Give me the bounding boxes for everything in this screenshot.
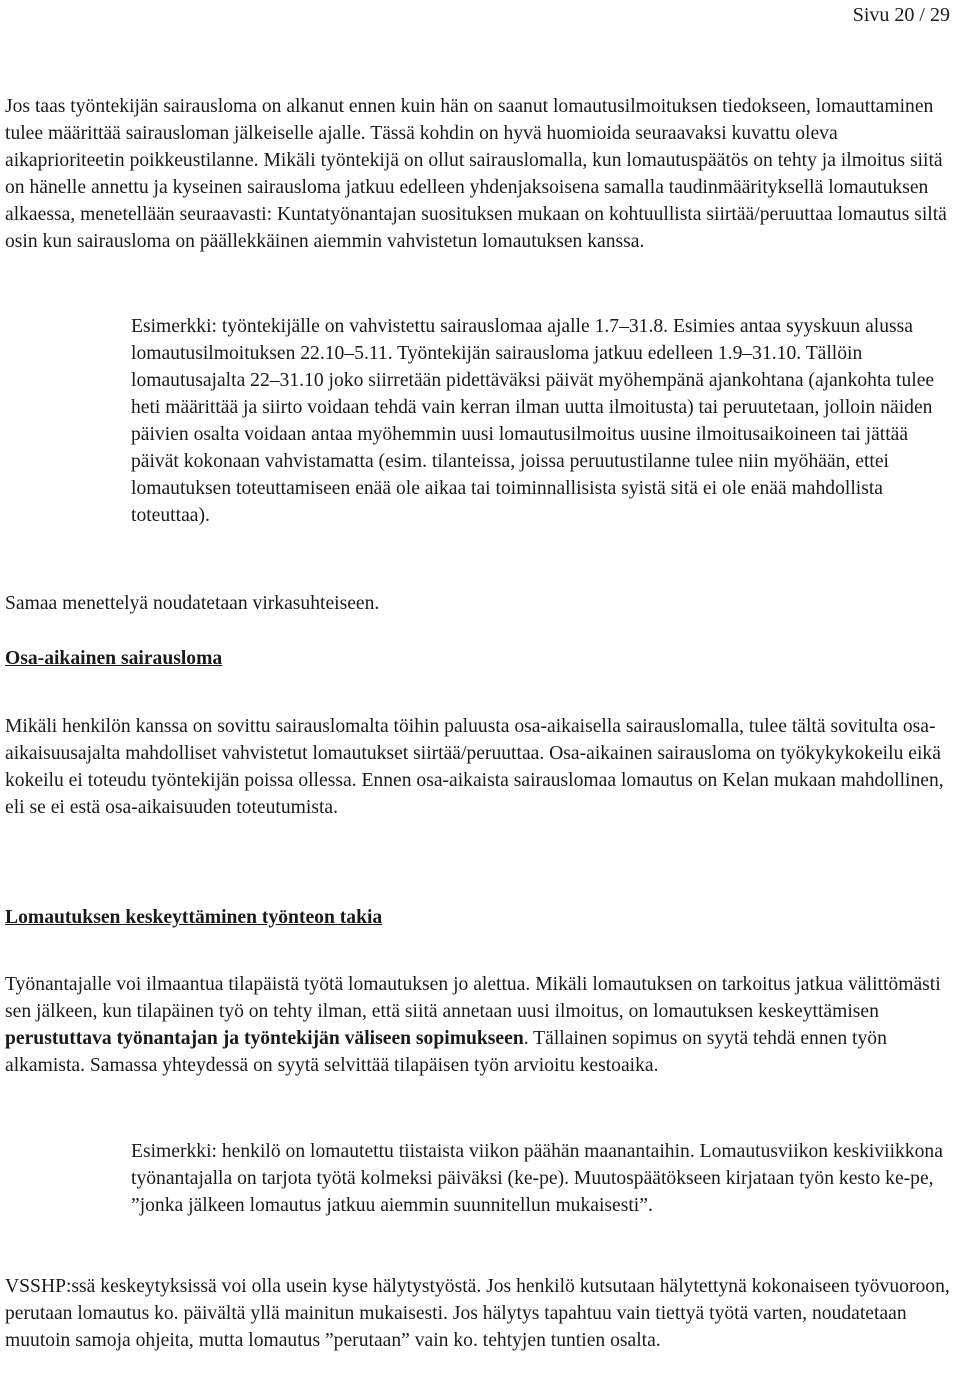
paragraph-layoff-interruption xyxy=(5,971,960,1079)
paragraph-public-service: Samaa menettelyä noudatetaan virkasuhteiseen. xyxy=(5,593,380,614)
paragraph-part-time-sick-leave: Mikäli henkilön kanssa on sovittu sairauslomalta töihin paluusta osa-aikaisella sairauslomalla, tulee tältä sovitulta osa-aikaisuusajalta mahdolliset vahvistetut lomautukset siirtää/peruuttaa. Osa-aikainen sairausloma on työkykykokeilu eikä kokeilu ei toteudu työntekijän poissa ollessa. Ennen osa-aikaista sairauslomaa lomautus on Kelan mukaan mahdollinen, eli se ei estä osa-aikaisuuden toteutumista. xyxy=(5,716,944,818)
paragraph-text-end: . Tällainen sopimus on syytä tehdä ennen työn alkamista. Samassa yhteydessä on syytä selvittää tilapäisen työn arvioitu kestoaika. xyxy=(5,1028,887,1076)
page-number: Sivu 20 / 29 xyxy=(852,4,950,26)
paragraph-alarm-work: VSSHP:ssä keskeytyksissä voi olla usein kyse hälytystyöstä. Jos henkilö kutsutaan hälytettynä kokonaiseen työvuoroon, perutaan lomautus ko. päivältä yllä mainitun mukaisesti. Jos hälytys tapahtuu vain tiettyä työtä varten, noudatetaan muutoin samoja ohjeita, mutta lomautus ”perutaan” vain ko. tehtyjen tuntien osalta. xyxy=(5,1276,950,1351)
paragraph-text-bold: perustuttava työnantajan ja työntekijän väliseen sopimukseen xyxy=(5,1028,524,1049)
heading-part-time-sick-leave: Osa-aikainen sairausloma xyxy=(5,648,223,669)
paragraph-text-start: Työnantajalle voi ilmaantua tilapäistä työtä lomautuksen jo alettua. Mikäli lomautuksen on tarkoitus jatkua välittömästi sen jälkeen, kun tilapäinen työ on tehty ilman, että siitä annetaan uusi ilmoitus, on lomautuksen keskeyttämisen xyxy=(5,974,941,1022)
example-sick-leave: Esimerkki: työntekijälle on vahvistettu sairauslomaa ajalle 1.7–31.8. Esimies antaa syyskuun alussa lomautusilmoituksen 22.10–5.11. Työntekijän sairausloma jatkuu edelleen 1.9–31.10. Tällöin lomautusajalta 22–31.10 joko siirretään pidettäväksi päivät myöhempänä ajankohtana (ajankohta tulee heti määrittää ja siirto voidaan tehdä vain kerran ilman uutta ilmoitusta) tai peruutetaan, jolloin näiden päivien osalta voidaan antaa myöhemmin uusi lomautusilmoitus uusine ilmoitusaikoineen tai jättää päivät kokonaan vahvistamatta (esim. tilanteissa, joissa peruutustilanne tulee niin myöhään, ettei lomautuksen toteuttamiseen enää ole aikaa tai toiminnallisista syistä sitä ei ole enää mahdollista toteuttaa). xyxy=(131,316,935,526)
example-interruption: Esimerkki: henkilö on lomautettu tiistaista viikon päähän maanantaihin. Lomautusviikon keskiviikkona työnantajalla on tarjota työtä kolmeksi päiväksi (ke-pe). Muutospäätökseen kirjataan työn kesto ke-pe, ”jonka jälkeen lomautus jatkuu aiemmin suunnitellun mukaisesti”. xyxy=(131,1141,943,1216)
heading-layoff-interruption: Lomautuksen keskeyttäminen työnteon takia xyxy=(5,907,383,928)
paragraph-sick-leave-before-layoff: Jos taas työntekijän sairausloma on alkanut ennen kuin hän on saanut lomautusilmoituksen tiedokseen, lomauttaminen tulee määrittää sairausloman jälkeiselle ajalle. Tässä kohdin on hyvä huomioida seuraavaksi kuvattu oleva aikaprioriteetin poikkeustilanne. Mikäli työntekijä on ollut sairauslomalla, kun lomautuspäätös on tehty ja ilmoitus siitä on hänelle annettu ja kyseinen sairausloma jatkuu edelleen yhdenjaksoisena samalla taudinmäärityksellä lomautuksen alkaessa, menetellään seuraavasti: Kuntatyönantajan suosituksen mukaan on kohtuullista siirtää/peruuttaa lomautus siltä osin kun sairausloma on päällekkäinen aiemmin vahvistetun lomautuksen kanssa. xyxy=(5,96,947,252)
